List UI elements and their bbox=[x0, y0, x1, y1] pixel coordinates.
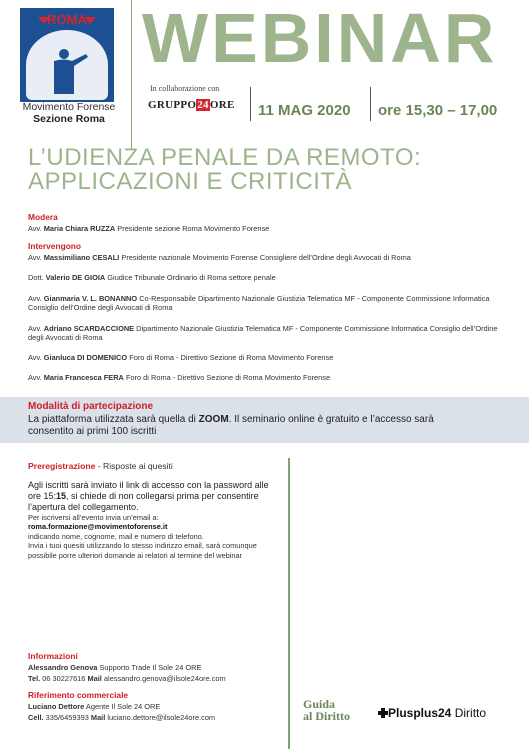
intervengono-label: Intervengono bbox=[28, 241, 82, 251]
logo-word: ROMA bbox=[47, 12, 87, 27]
prereg-instruction: indicando nome, cognome, mail e numero di telefono. bbox=[28, 531, 204, 541]
modalita-title: Modalità di partecipazione bbox=[28, 401, 154, 412]
modalita-text: La piattaforma utilizzata sarà quella di ZOOM. Il seminario online è gratuito e l’accesso sarà consentito ai primi 100 iscritti bbox=[28, 414, 434, 437]
prereg-note: Invia i tuoi quesiti utilizzando lo stesso indirizzo email, sarà comunque possibile porre ulteriori domande ai relatori al termine del webinar bbox=[28, 541, 257, 560]
event-time: ore 15,30 – 17,00 bbox=[378, 102, 498, 119]
speaker: Avv. Gianluca DI DOMENICO Foro di Roma - Direttivo Sezione di Roma Movimento Forense bbox=[28, 353, 334, 362]
speaker: Avv. Gianmaria V. L. BONANNO Co-Responsabile Dipartimento Nazionale Giustizia Telematica MF - Componente Commissione Informatica Consiglio dell’Ordine degli Avvocati di Roma bbox=[28, 294, 490, 313]
agent-name: Luciano Dettore Agente Il Sole 24 ORE bbox=[28, 702, 161, 711]
preregistrazione-heading: Preregistrazione - Risposte ai quesiti bbox=[28, 461, 173, 471]
contact-email-link[interactable]: alessandro.genova@ilsole24ore.com bbox=[103, 674, 226, 683]
speaker: Avv. Massimiliano CESALI Presidente nazionale Movimento Forense Consigliere dell’Ordine degli Avvocati di Roma bbox=[28, 253, 411, 262]
plus-icon bbox=[378, 708, 388, 718]
guida-al-diritto-logo: Guida al Diritto bbox=[303, 697, 350, 723]
logo bbox=[20, 8, 114, 102]
modera-label: Modera bbox=[28, 212, 58, 222]
event-date: 11 MAG 2020 bbox=[258, 102, 351, 119]
moderator: Avv. Maria Chiara RUZZA Presidente sezione Roma Movimento Forense bbox=[28, 224, 270, 233]
prereg-paragraph: Agli iscritti sarà inviato il link di accesso con la password alle ore 15:15, si chiede di non collegarsi prima per consentire l’apertura del collegamento. bbox=[28, 480, 269, 512]
speaker: Avv. Adriano SCARDACCIONE Dipartimento Nazionale Giustizia Telematica MF - Componente Commissione Informatica Consiglio dell’Ordine degli Avvocati di Roma bbox=[28, 324, 498, 343]
divider bbox=[131, 0, 132, 150]
agent-details: Cell. 335/6459393 Mail luciano.dettore@ilsole24ore.com bbox=[28, 713, 216, 722]
orator-figure-icon bbox=[44, 46, 90, 96]
contact-name: Alessandro Genova Supporto Trade Il Sole 24 ORE bbox=[28, 663, 202, 672]
webinar-title: WEBINAR bbox=[142, 0, 498, 77]
informazioni-label: Informazioni bbox=[28, 651, 78, 661]
agent-email-link[interactable]: luciano.dettore@ilsole24ore.com bbox=[107, 713, 216, 722]
contact-details: Tel. 06 30227616 Mail alessandro.genova@ilsole24ore.com bbox=[28, 674, 226, 683]
prereg-instruction: Per iscriversi all’evento invia un’email a: bbox=[28, 513, 159, 522]
logo-flag-icon bbox=[84, 17, 96, 24]
plusplus24-logo: Plusplus24 Diritto bbox=[378, 706, 486, 720]
riferimento-label: Riferimento commerciale bbox=[28, 690, 129, 700]
logo-flag-icon bbox=[38, 17, 50, 24]
org-section: Sezione Roma bbox=[33, 113, 105, 125]
speaker: Dott. Valerio DE GIOIA Giudice Tribunale Ordinario di Roma settore penale bbox=[28, 273, 276, 282]
collab-label: In collaborazione con bbox=[150, 84, 220, 93]
email-link[interactable]: roma.formazione@movimentoforense.it bbox=[28, 522, 168, 532]
divider bbox=[288, 458, 290, 749]
divider bbox=[250, 87, 251, 121]
speaker: Avv. Maria Francesca FERA Foro di Roma - Direttivo Sezione di Roma Movimento Forense bbox=[28, 373, 331, 382]
divider bbox=[370, 87, 371, 121]
org-name: Movimento Forense bbox=[22, 101, 116, 113]
main-title: L’UDIENZA PENALE DA REMOTO: APPLICAZIONI E CRITICITÀ bbox=[28, 144, 422, 195]
gruppo-24-ore-logo: GRUPPO24ORE bbox=[148, 99, 235, 111]
preregistrazione-body bbox=[28, 480, 280, 560]
